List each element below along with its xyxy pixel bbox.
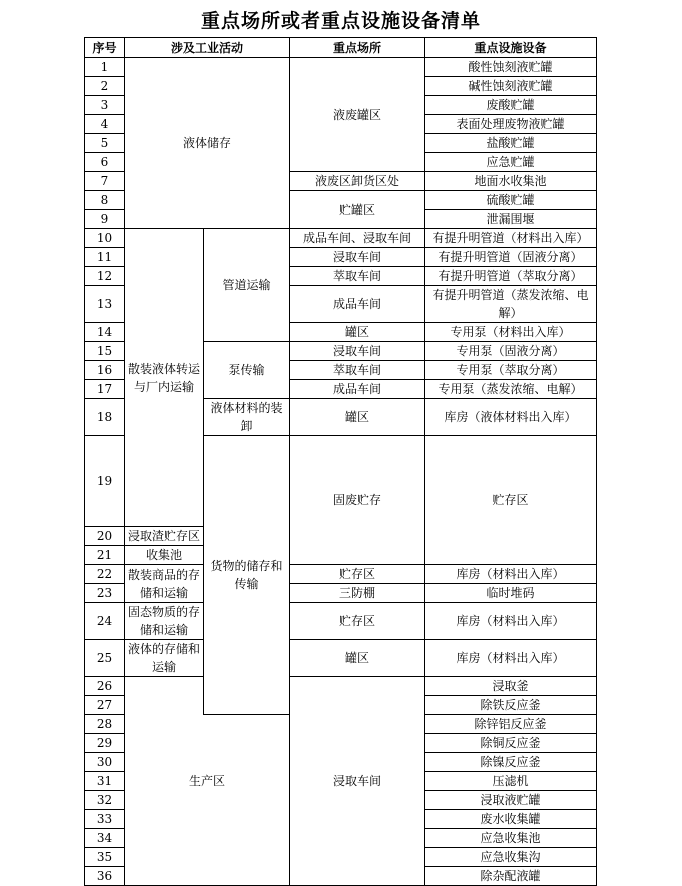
header-equipment: 重点设施设备 — [425, 38, 597, 58]
equipment-cell: 泄漏围堰 — [425, 210, 597, 229]
row-number: 13 — [85, 286, 125, 323]
row-number: 32 — [85, 791, 125, 810]
equipment-cell: 专用泵（萃取分离） — [425, 361, 597, 380]
equipment-cell: 表面处理废物液贮罐 — [425, 115, 597, 134]
equipment-cell: 应急收集池 — [425, 829, 597, 848]
sub-activity-cell: 固态物质的存储和运输 — [125, 603, 204, 640]
row-number: 5 — [85, 134, 125, 153]
place-cell: 贮存区 — [290, 565, 425, 584]
equipment-cell: 专用泵（蒸发浓缩、电解） — [425, 380, 597, 399]
row-number: 2 — [85, 77, 125, 96]
header-place: 重点场所 — [290, 38, 425, 58]
equipment-cell: 浸取渣贮存区 — [125, 527, 204, 546]
row-number: 9 — [85, 210, 125, 229]
place-cell: 萃取车间 — [290, 361, 425, 380]
sub-activity-cell: 液体材料的装卸 — [204, 399, 290, 436]
row-number: 33 — [85, 810, 125, 829]
equipment-cell: 硫酸贮罐 — [425, 191, 597, 210]
table-row — [85, 58, 597, 77]
equipment-cell: 有提升明管道（萃取分离） — [425, 267, 597, 286]
equipment-cell: 除杂配液罐 — [425, 867, 597, 886]
row-number: 16 — [85, 361, 125, 380]
equipment-cell: 库房（液体材料出入库） — [425, 399, 597, 436]
row-number: 20 — [85, 527, 125, 546]
row-number: 8 — [85, 191, 125, 210]
equipment-cell: 库房（材料出入库） — [425, 565, 597, 584]
table-row — [85, 677, 597, 696]
place-cell: 成品车间 — [290, 286, 425, 323]
row-number: 1 — [85, 58, 125, 77]
header-no: 序号 — [85, 38, 125, 58]
row-number: 30 — [85, 753, 125, 772]
place-cell: 贮罐区 — [290, 191, 425, 229]
sub-activity-cell: 固废贮存 — [290, 436, 425, 565]
row-number: 18 — [85, 399, 125, 436]
equipment-cell: 有提升明管道（蒸发浓缩、电解） — [425, 286, 597, 323]
row-number: 17 — [85, 380, 125, 399]
row-number: 12 — [85, 267, 125, 286]
place-cell: 罐区 — [290, 323, 425, 342]
equipment-cell: 有提升明管道（固液分离） — [425, 248, 597, 267]
equipment-cell: 专用泵（材料出入库） — [425, 323, 597, 342]
table-row — [85, 603, 597, 640]
place-cell: 液废罐区 — [290, 58, 425, 172]
equipment-cell: 收集池 — [125, 546, 204, 565]
header-activity: 涉及工业活动 — [125, 38, 290, 58]
activity-cell: 货物的储存和传输 — [204, 436, 290, 715]
place-cell: 液废区卸货区处 — [290, 172, 425, 191]
table-row — [85, 640, 597, 677]
equipment-cell: 浸取液贮罐 — [425, 791, 597, 810]
equipment-cell: 库房（材料出入库） — [425, 640, 597, 677]
table-row — [85, 565, 597, 584]
row-number: 11 — [85, 248, 125, 267]
place-cell: 浸取车间 — [290, 248, 425, 267]
place-cell: 浸取车间 — [290, 677, 425, 886]
equipment-cell: 应急贮罐 — [425, 153, 597, 172]
equipment-cell: 除镍反应釜 — [425, 753, 597, 772]
equipment-cell: 压滤机 — [425, 772, 597, 791]
row-number: 7 — [85, 172, 125, 191]
row-number: 22 — [85, 565, 125, 584]
equipment-cell: 专用泵（固液分离） — [425, 342, 597, 361]
equipment-cell: 浸取釜 — [425, 677, 597, 696]
equipment-cell: 酸性蚀刻液贮罐 — [425, 58, 597, 77]
row-number: 34 — [85, 829, 125, 848]
row-number: 26 — [85, 677, 125, 696]
equipment-cell: 除锌铝反应釜 — [425, 715, 597, 734]
equipment-cell: 废酸贮罐 — [425, 96, 597, 115]
equipment-cell: 除铁反应釜 — [425, 696, 597, 715]
place-cell: 罐区 — [290, 640, 425, 677]
equipment-cell: 碱性蚀刻液贮罐 — [425, 77, 597, 96]
row-number: 15 — [85, 342, 125, 361]
equipment-cell: 临时堆码 — [425, 584, 597, 603]
place-cell: 成品车间、浸取车间 — [290, 229, 425, 248]
row-number: 23 — [85, 584, 125, 603]
sub-activity-cell: 泵传输 — [204, 342, 290, 399]
row-number: 4 — [85, 115, 125, 134]
row-number: 21 — [85, 546, 125, 565]
row-number: 29 — [85, 734, 125, 753]
activity-cell: 生产区 — [125, 677, 290, 886]
row-number: 3 — [85, 96, 125, 115]
sub-activity-cell: 散装商品的存储和运输 — [125, 565, 204, 603]
row-number: 10 — [85, 229, 125, 248]
activity-cell: 液体储存 — [125, 58, 290, 229]
sub-activity-cell: 液体的存储和运输 — [125, 640, 204, 677]
place-cell: 贮存区 — [290, 603, 425, 640]
row-number: 25 — [85, 640, 125, 677]
equipment-cell: 盐酸贮罐 — [425, 134, 597, 153]
equipment-cell: 除铜反应釜 — [425, 734, 597, 753]
sub-activity-cell: 管道运输 — [204, 229, 290, 342]
place-cell: 成品车间 — [290, 380, 425, 399]
row-number: 35 — [85, 848, 125, 867]
row-number: 14 — [85, 323, 125, 342]
place-cell: 三防棚 — [290, 584, 425, 603]
row-number: 36 — [85, 867, 125, 886]
table-row — [85, 229, 597, 248]
equipment-cell: 库房（材料出入库） — [425, 603, 597, 640]
key-facility-table — [84, 37, 597, 886]
row-number: 6 — [85, 153, 125, 172]
equipment-cell: 应急收集沟 — [425, 848, 597, 867]
equipment-cell: 有提升明管道（材料出入库） — [425, 229, 597, 248]
row-number: 31 — [85, 772, 125, 791]
equipment-cell: 地面水收集池 — [425, 172, 597, 191]
activity-cell: 散装液体转运与厂内运输 — [125, 229, 204, 527]
table-header-row — [85, 38, 597, 58]
document-title: 重点场所或者重点设施设备清单 — [200, 10, 481, 32]
place-cell: 贮存区 — [425, 436, 597, 565]
place-cell: 浸取车间 — [290, 342, 425, 361]
row-number: 27 — [85, 696, 125, 715]
equipment-cell: 废水收集罐 — [425, 810, 597, 829]
row-number: 19 — [85, 436, 125, 527]
place-cell: 萃取车间 — [290, 267, 425, 286]
row-number: 28 — [85, 715, 125, 734]
place-cell: 罐区 — [290, 399, 425, 436]
row-number: 24 — [85, 603, 125, 640]
